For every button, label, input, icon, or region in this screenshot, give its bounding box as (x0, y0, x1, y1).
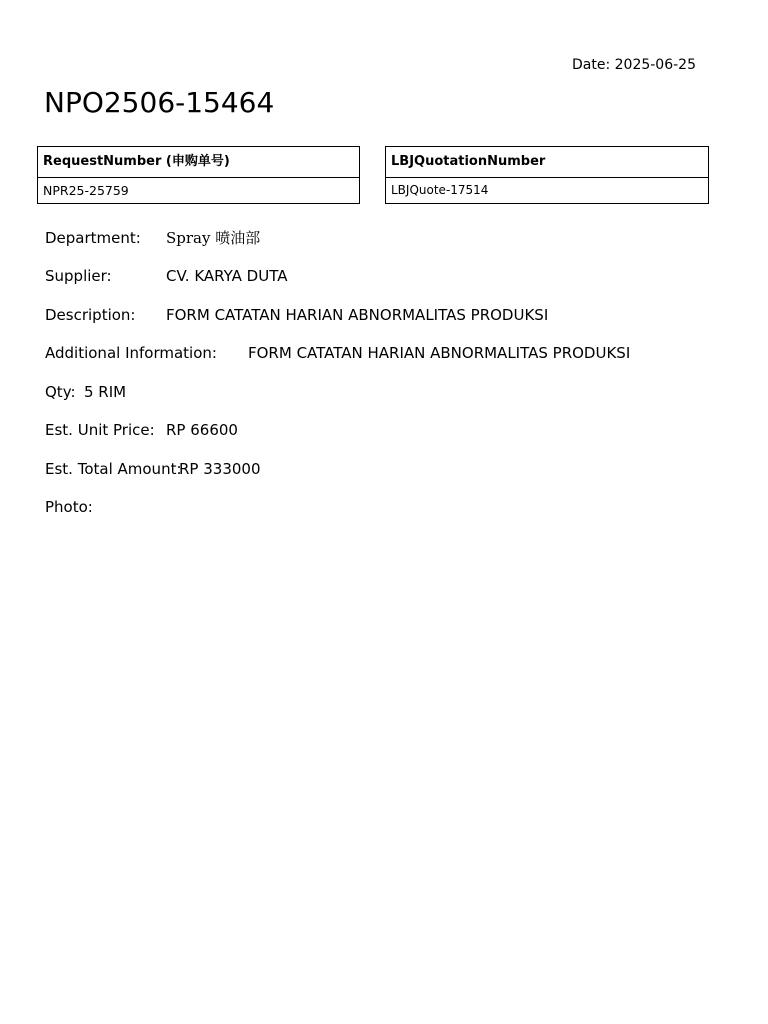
unit-price-label: Est. Unit Price: (45, 421, 155, 439)
total-amount-label: Est. Total Amount: (45, 460, 182, 478)
quotation-number-heading: LBJQuotationNumber (386, 147, 708, 178)
total-amount-value: RP 333000 (179, 460, 261, 478)
supplier-label: Supplier: (45, 267, 112, 285)
description-label: Description: (45, 306, 136, 324)
page-title: NPO2506-15464 (44, 86, 275, 119)
photo-label: Photo: (45, 498, 93, 516)
request-number-heading: RequestNumber (申购单号) (38, 147, 359, 178)
department-label: Department: (45, 229, 141, 247)
supplier-value: CV. KARYA DUTA (166, 267, 288, 285)
quotation-number-box (385, 146, 709, 204)
department-value: Spray 喷油部 (166, 229, 261, 247)
request-number-box (37, 146, 360, 204)
request-number-value: NPR25-25759 (43, 183, 129, 198)
additional-info-value: FORM CATATAN HARIAN ABNORMALITAS PRODUKSI (248, 344, 631, 362)
unit-price-value: RP 66600 (166, 421, 238, 439)
additional-info-label: Additional Information: (45, 344, 217, 362)
date-text: Date: 2025-06-25 (572, 57, 696, 73)
qty-value: 5 RIM (84, 383, 127, 401)
description-value: FORM CATATAN HARIAN ABNORMALITAS PRODUKSI (166, 306, 549, 324)
qty-label: Qty: (45, 383, 76, 401)
quotation-number-value: LBJQuote-17514 (391, 183, 489, 197)
